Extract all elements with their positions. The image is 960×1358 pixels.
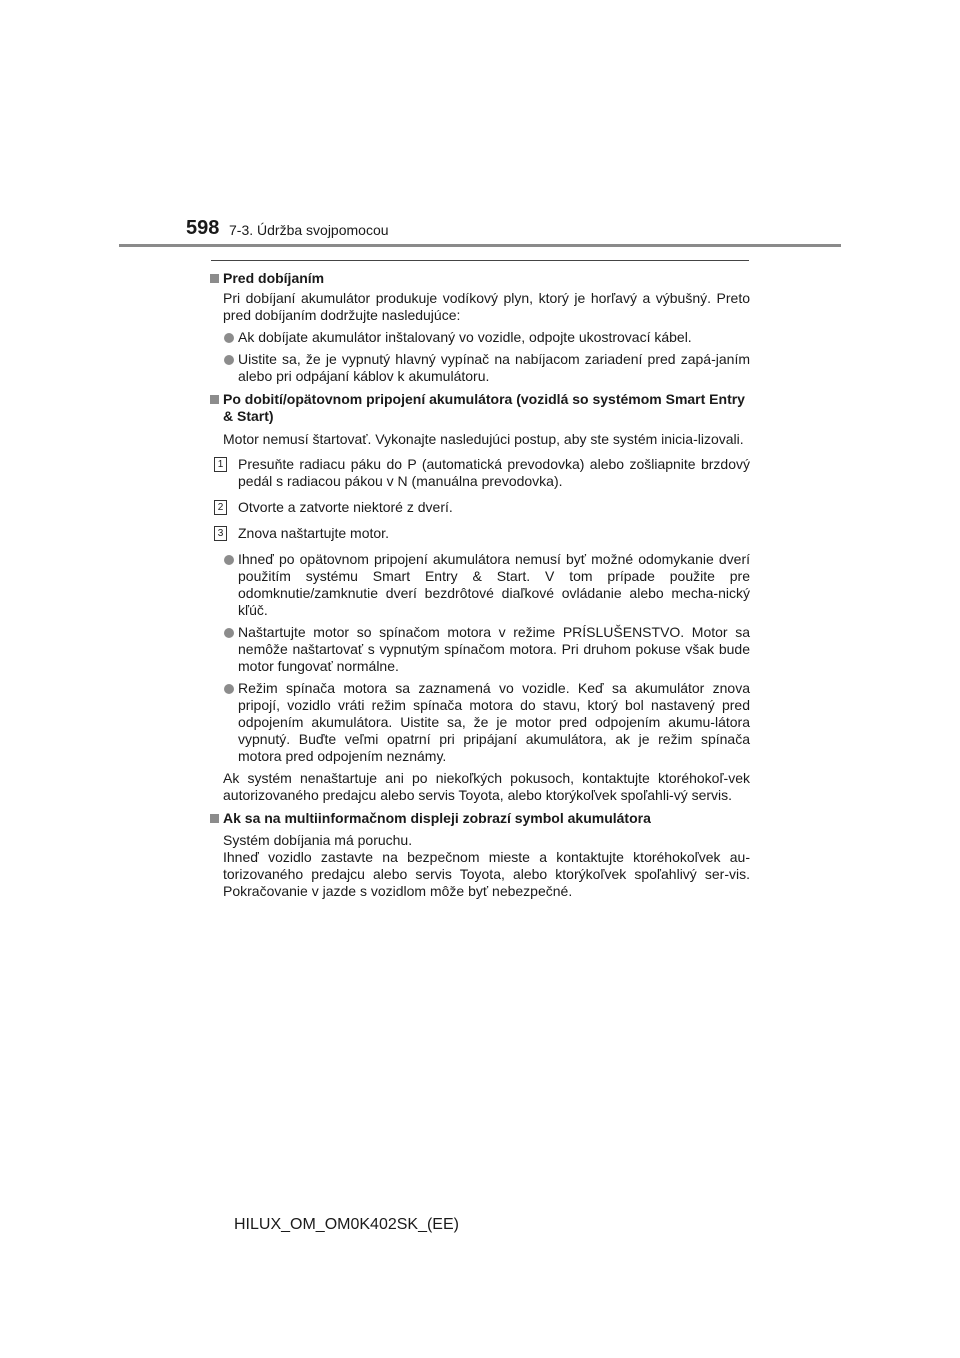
paragraph: Systém dobíjania má poruchu.	[223, 832, 413, 848]
section-title: 7-3. Údržba svojpomocou	[229, 222, 389, 238]
list-item	[210, 351, 750, 385]
circle-bullet-icon	[224, 555, 234, 565]
circle-bullet-icon	[224, 628, 234, 638]
step-item	[210, 499, 750, 516]
circle-bullet-icon	[224, 684, 234, 694]
header-rule	[119, 244, 841, 247]
step-item	[210, 456, 750, 490]
step-item	[210, 525, 750, 542]
step-text: Presuňte radiacu páku do P (automatická prevodovka) alebo zošliapnite brzdový pedál s radiacou pákou v N (manuálna prevodovka).	[238, 456, 750, 489]
paragraph: Ihneď vozidlo zastavte na bezpečnom mieste a kontaktujte ktoréhokoľvek au-torizovaného predajcu alebo servis Toyota, alebo ktorýkoľvek spoľahlivý ser-vis. Pokračovanie v jazde s vozidlom môže byť nebezpečné.	[223, 849, 750, 899]
section-heading-after-reconnect	[210, 391, 750, 425]
bullet-text: Naštartujte motor so spínačom motora v režime PRÍSLUŠENSTVO. Motor sa nemôže naštartovať s vypnutým spínačom motora. Pri druhom pokuse však bude motor fungovať normálne.	[238, 624, 750, 674]
content-rule	[211, 260, 749, 261]
step-text: Znova naštartujte motor.	[238, 525, 389, 541]
page-content	[210, 266, 750, 900]
list-item	[210, 624, 750, 675]
paragraph: Ak systém nenaštartuje ani po niekoľkých pokusoch, kontaktujte ktoréhokoľ-vek autorizovaného predajcu alebo servis Toyota, alebo ktorýkoľvek spoľahli-vý servis.	[223, 770, 750, 803]
square-bullet-icon	[210, 395, 219, 404]
document-id: HILUX_OM_OM0K402SK_(EE)	[234, 1216, 459, 1233]
circle-bullet-icon	[224, 333, 234, 343]
step-text: Otvorte a zatvorte niektoré z dverí.	[238, 499, 453, 515]
list-item	[210, 329, 750, 346]
square-bullet-icon	[210, 274, 219, 283]
list-item	[210, 551, 750, 619]
section-heading-before-charging	[210, 270, 750, 287]
bullet-text: Režim spínača motora sa zaznamená vo vozidle. Keď sa akumulátor znova pripojí, vozidlo vráti režim spínača motora do stavu, ktorý bol nastavený pred odpojením akumulátora. Uistite sa, že je motor pred odpojením akumu-látora vypnutý. Buďte veľmi opatrní pri pripájaní akumulátora, ak je režim spínača motora pred odpojením neznámy.	[238, 680, 750, 764]
step-number: 3	[214, 526, 227, 541]
bullet-text: Uistite sa, že je vypnutý hlavný vypínač na nabíjacom zariadení pred zapá-janím alebo pri odpájaní káblov k akumulátoru.	[238, 351, 750, 384]
bullet-text: Ak dobíjate akumulátor inštalovaný vo vozidle, odpojte ukostrovací kábel.	[238, 329, 692, 345]
square-bullet-icon	[210, 814, 219, 823]
section-heading-battery-symbol	[210, 810, 750, 827]
list-item	[210, 680, 750, 765]
step-number: 1	[214, 457, 227, 472]
heading-text: Po dobití/opätovnom pripojení akumulátora (vozidlá so systémom Smart Entry & Start)	[223, 391, 745, 424]
heading-text: Ak sa na multiinformačnom displeji zobrazí symbol akumulátora	[223, 810, 651, 826]
bullet-text: Ihneď po opätovnom pripojení akumulátora nemusí byť možné odomykanie dverí použitím systému Smart Entry & Start. V tom prípade použite pre odomknutie/zamknutie dverí bezdrôtové diaľkové ovládanie alebo mecha-nický kľúč.	[238, 551, 750, 618]
heading-text: Pred dobíjaním	[223, 270, 325, 286]
paragraph: Pri dobíjaní akumulátor produkuje vodíkový plyn, ktorý je horľavý a výbušný. Preto pred dobíjaním dodržujte nasledujúce:	[223, 290, 750, 323]
page-number: 598	[186, 217, 220, 239]
paragraph: Motor nemusí štartovať. Vykonajte nasledujúci postup, aby ste systém inicia-lizovali.	[223, 431, 744, 447]
circle-bullet-icon	[224, 355, 234, 365]
step-number: 2	[214, 500, 227, 515]
